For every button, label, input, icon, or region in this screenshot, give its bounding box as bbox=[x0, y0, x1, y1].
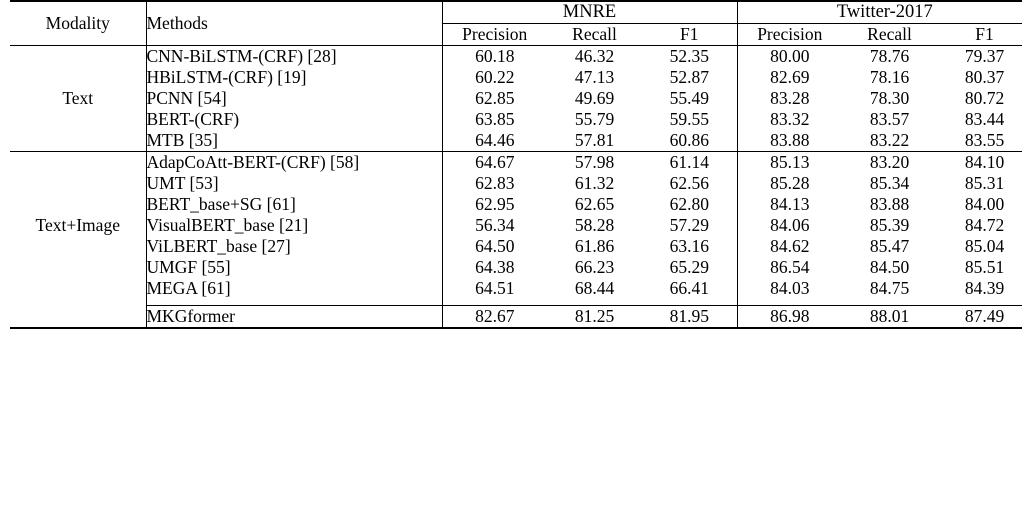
value-mnre-recall: 57.81 bbox=[574, 130, 615, 150]
value-twitter-precision: 86.54 bbox=[737, 257, 842, 278]
value-twitter-precision: 86.98 bbox=[737, 306, 842, 329]
method-name: BERT-(CRF) bbox=[146, 109, 442, 130]
value-mnre-precision: 82.67 bbox=[442, 306, 547, 329]
value-twitter-f1: 80.37 bbox=[964, 67, 1005, 87]
modality-label-text: Text bbox=[10, 46, 146, 152]
method-name: HBiLSTM-(CRF) [19] bbox=[146, 67, 442, 88]
value-mnre-precision: 64.46 bbox=[442, 130, 547, 152]
value-twitter-precision: 80.00 bbox=[737, 46, 842, 68]
value-mnre-f1: 52.87 bbox=[669, 67, 709, 87]
modality-label-text-image: Text+Image bbox=[10, 152, 146, 300]
value-mnre-recall: 61.32 bbox=[574, 173, 615, 193]
value-twitter-recall: 85.39 bbox=[869, 215, 910, 235]
value-mnre-precision: 62.83 bbox=[442, 173, 547, 194]
value-twitter-f1: 84.72 bbox=[964, 215, 1005, 235]
value-twitter-f1: 83.44 bbox=[964, 109, 1005, 129]
value-twitter-precision: 82.69 bbox=[737, 67, 842, 88]
value-twitter-f1: 85.31 bbox=[964, 173, 1005, 193]
method-name: BERT_base+SG [61] bbox=[146, 194, 442, 215]
value-twitter-f1: 79.37 bbox=[937, 46, 1022, 68]
header-modality: Modality bbox=[10, 1, 146, 46]
method-name: VisualBERT_base [21] bbox=[146, 215, 442, 236]
table-row bbox=[10, 67, 1022, 88]
value-mnre-f1: 63.16 bbox=[669, 236, 709, 256]
value-mnre-precision: 64.51 bbox=[442, 278, 547, 299]
header-twitter-f1: F1 bbox=[975, 24, 994, 44]
method-name: UMGF [55] bbox=[146, 257, 442, 278]
value-mnre-recall: 47.13 bbox=[574, 67, 615, 87]
value-mnre-precision: 62.95 bbox=[442, 194, 547, 215]
value-mnre-precision: 64.67 bbox=[442, 152, 547, 174]
value-twitter-f1: 84.00 bbox=[964, 194, 1005, 214]
value-mnre-f1: 61.14 bbox=[642, 152, 737, 174]
value-twitter-recall: 78.30 bbox=[869, 88, 910, 108]
value-mnre-f1: 59.55 bbox=[669, 109, 709, 129]
value-twitter-f1: 84.39 bbox=[964, 278, 1005, 298]
results-table bbox=[10, 0, 1022, 329]
value-mnre-recall: 61.86 bbox=[574, 236, 615, 256]
value-mnre-f1: 65.29 bbox=[669, 257, 709, 277]
value-twitter-precision: 84.62 bbox=[737, 236, 842, 257]
value-twitter-recall: 78.76 bbox=[842, 46, 937, 68]
value-mnre-recall: 55.79 bbox=[574, 109, 615, 129]
value-mnre-f1: 81.95 bbox=[642, 306, 737, 329]
value-twitter-precision: 83.28 bbox=[737, 88, 842, 109]
table-row bbox=[10, 278, 1022, 299]
header-group-twitter: Twitter-2017 bbox=[737, 1, 1022, 24]
method-name: UMT [53] bbox=[146, 173, 442, 194]
value-mnre-recall: 58.28 bbox=[574, 215, 615, 235]
value-mnre-recall: 81.25 bbox=[547, 306, 642, 329]
value-mnre-f1: 66.41 bbox=[669, 278, 709, 298]
modality-label-empty bbox=[10, 306, 146, 329]
value-twitter-precision: 83.32 bbox=[737, 109, 842, 130]
value-mnre-precision: 64.50 bbox=[442, 236, 547, 257]
header-row-groups bbox=[10, 1, 1022, 24]
value-mnre-f1: 62.80 bbox=[669, 194, 709, 214]
method-name: AdapCoAtt-BERT-(CRF) [58] bbox=[146, 152, 442, 174]
header-methods: Methods bbox=[146, 1, 442, 46]
value-mnre-f1: 52.35 bbox=[642, 46, 737, 68]
table-row bbox=[10, 46, 1022, 68]
value-mnre-f1: 62.56 bbox=[669, 173, 709, 193]
table-row bbox=[10, 173, 1022, 194]
value-twitter-precision: 84.03 bbox=[737, 278, 842, 299]
method-name: MTB [35] bbox=[146, 130, 442, 152]
value-twitter-precision: 85.13 bbox=[737, 152, 842, 174]
value-mnre-recall: 68.44 bbox=[574, 278, 615, 298]
value-mnre-precision: 62.85 bbox=[442, 88, 547, 109]
method-name: PCNN [54] bbox=[146, 88, 442, 109]
header-twitter-precision: Precision bbox=[737, 24, 842, 46]
method-name: MKGformer bbox=[146, 306, 442, 329]
value-twitter-f1: 85.04 bbox=[964, 236, 1005, 256]
value-twitter-recall: 83.57 bbox=[869, 109, 910, 129]
header-mnre-f1: F1 bbox=[680, 24, 699, 44]
value-mnre-precision: 64.38 bbox=[442, 257, 547, 278]
value-mnre-recall: 62.65 bbox=[574, 194, 615, 214]
value-twitter-f1: 85.51 bbox=[964, 257, 1005, 277]
value-twitter-recall: 78.16 bbox=[869, 67, 910, 87]
header-mnre-precision: Precision bbox=[442, 24, 547, 46]
header-twitter-recall: Recall bbox=[867, 24, 912, 44]
value-twitter-recall: 83.22 bbox=[869, 130, 910, 150]
method-name: CNN-BiLSTM-(CRF) [28] bbox=[146, 46, 442, 68]
table-row bbox=[10, 152, 1022, 174]
method-name: MEGA [61] bbox=[146, 278, 442, 299]
value-twitter-recall: 85.47 bbox=[869, 236, 910, 256]
value-twitter-recall: 88.01 bbox=[842, 306, 937, 329]
table-row bbox=[10, 88, 1022, 109]
value-mnre-precision: 56.34 bbox=[442, 215, 547, 236]
header-group-mnre: MNRE bbox=[442, 1, 737, 24]
header-mnre-recall: Recall bbox=[572, 24, 617, 44]
table-row bbox=[10, 257, 1022, 278]
value-twitter-precision: 83.88 bbox=[737, 130, 842, 152]
value-mnre-f1: 60.86 bbox=[669, 130, 709, 150]
value-mnre-recall: 57.98 bbox=[547, 152, 642, 174]
value-mnre-precision: 60.22 bbox=[442, 67, 547, 88]
value-twitter-recall: 83.20 bbox=[842, 152, 937, 174]
value-twitter-recall: 85.34 bbox=[869, 173, 910, 193]
table-row-mkgformer bbox=[10, 306, 1022, 329]
value-mnre-precision: 63.85 bbox=[442, 109, 547, 130]
table-row bbox=[10, 109, 1022, 130]
table-row bbox=[10, 130, 1022, 152]
table-row bbox=[10, 236, 1022, 257]
value-twitter-recall: 83.88 bbox=[869, 194, 910, 214]
value-mnre-precision: 60.18 bbox=[442, 46, 547, 68]
value-mnre-recall: 66.23 bbox=[574, 257, 615, 277]
value-mnre-recall: 46.32 bbox=[547, 46, 642, 68]
value-twitter-precision: 84.06 bbox=[737, 215, 842, 236]
value-twitter-f1: 87.49 bbox=[937, 306, 1022, 329]
value-mnre-f1: 57.29 bbox=[669, 215, 709, 235]
value-twitter-f1: 83.55 bbox=[964, 130, 1005, 150]
value-twitter-precision: 85.28 bbox=[737, 173, 842, 194]
table-row bbox=[10, 215, 1022, 236]
value-twitter-f1: 80.72 bbox=[964, 88, 1005, 108]
value-twitter-precision: 84.13 bbox=[737, 194, 842, 215]
value-mnre-recall: 49.69 bbox=[574, 88, 615, 108]
table-row bbox=[10, 194, 1022, 215]
value-twitter-recall: 84.50 bbox=[869, 257, 910, 277]
value-twitter-f1: 84.10 bbox=[937, 152, 1022, 174]
method-name: ViLBERT_base [27] bbox=[146, 236, 442, 257]
value-twitter-recall: 84.75 bbox=[869, 278, 910, 298]
value-mnre-f1: 55.49 bbox=[669, 88, 709, 108]
